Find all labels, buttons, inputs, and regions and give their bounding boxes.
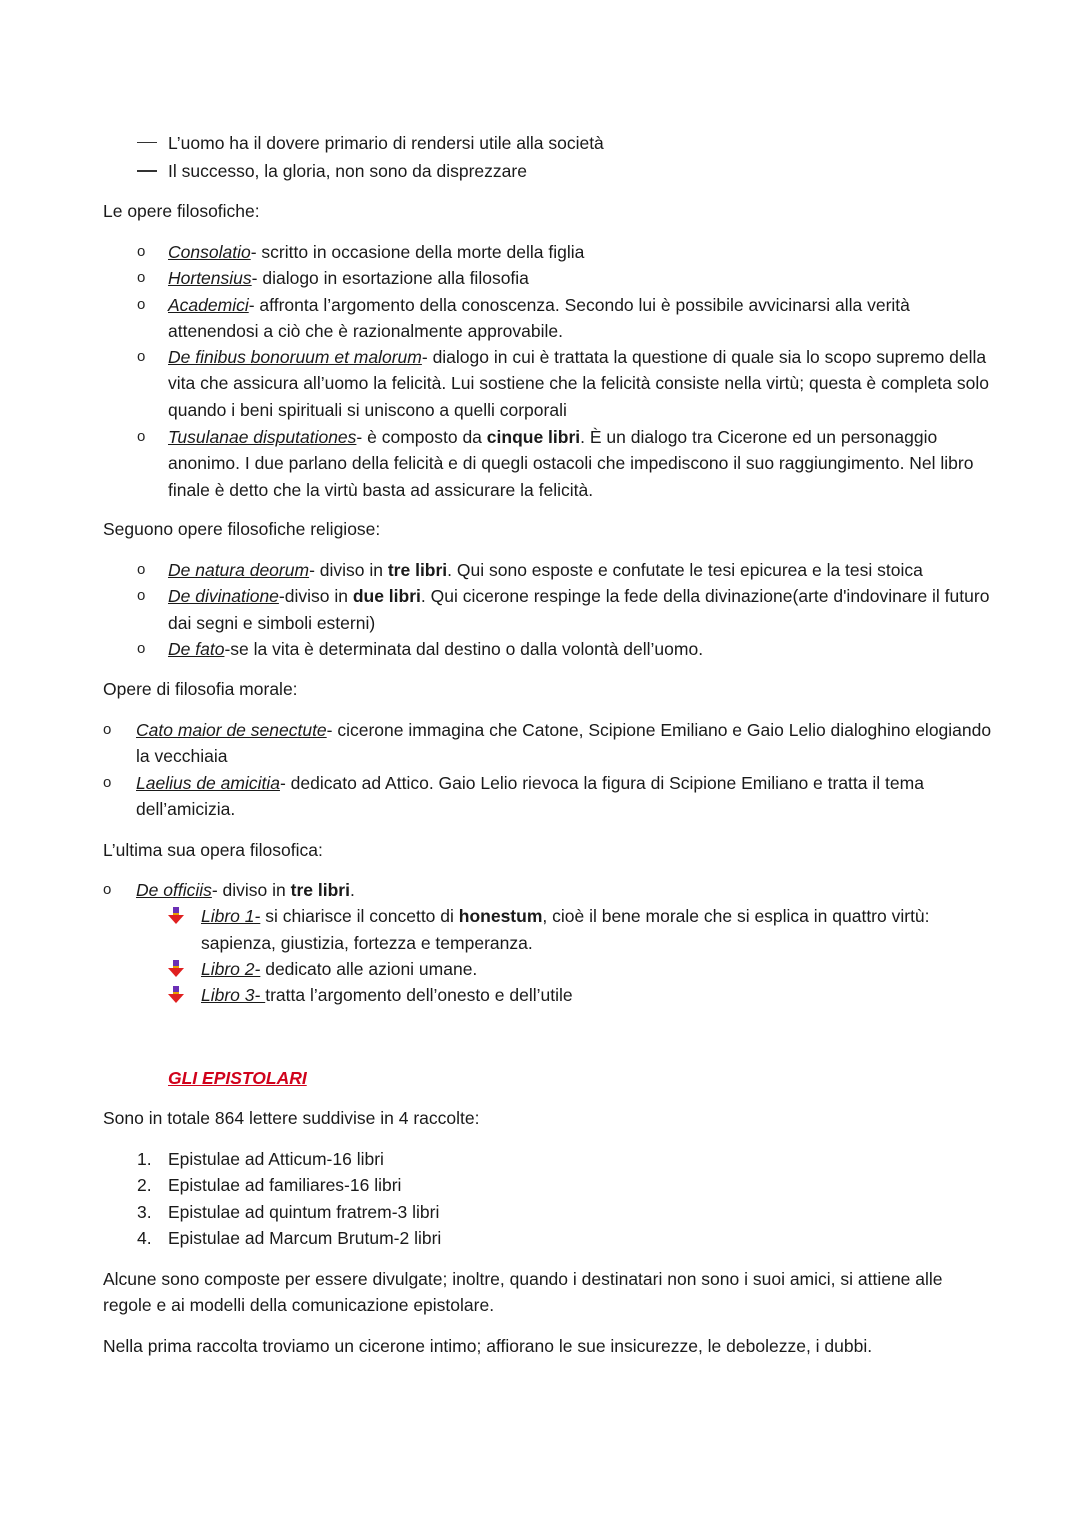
list-item xyxy=(137,292,997,345)
raccolta-text: Epistulae ad quintum fratrem-3 libri xyxy=(168,1201,440,1222)
work-title: Hortensius xyxy=(168,268,252,289)
list-item xyxy=(137,1199,937,1225)
intro-dash-list xyxy=(137,130,997,185)
work-title: Laelius de amicitia xyxy=(136,772,280,793)
list-number: 1. xyxy=(137,1149,152,1169)
work-description: - affronta l’argomento della conoscenza. Secondo lui è possibile avvicinarsi alla verità attenendosi a ciò che è razionalmente approvabile. xyxy=(168,294,910,341)
hollow-circle-icon: o xyxy=(137,243,146,260)
dash-icon xyxy=(137,170,157,171)
list-item xyxy=(137,265,997,291)
work-description: - scritto in occasione della morte della figlia xyxy=(250,242,585,262)
hollow-circle-icon: o xyxy=(137,587,146,605)
work-title: De officiis xyxy=(136,880,212,900)
raccolta-text: Epistulae ad Atticum-16 libri xyxy=(168,1149,384,1169)
emphasis: honestum xyxy=(458,906,543,927)
hollow-circle-icon: o xyxy=(137,561,146,578)
libri-list xyxy=(103,903,993,1008)
work-description: . È un dialogo tra Cicerone ed un personaggio anonimo. I due parlano della felicità e di quegli ostacoli che impediscono il suo raggiungimento. Nel libro finale è detto che la virtù basta ad assicurare la felicità. xyxy=(168,427,974,500)
dash-item xyxy=(137,130,997,156)
list-number: 2. xyxy=(137,1175,152,1196)
work-title: Academici xyxy=(168,294,249,315)
dash-icon xyxy=(137,142,157,143)
libro-item xyxy=(201,982,993,1008)
list-item xyxy=(137,424,997,503)
work-description: - diviso in xyxy=(309,560,388,580)
down-arrow-icon xyxy=(168,907,184,925)
work-description: -diviso in xyxy=(278,586,353,607)
work-title: De divinatione xyxy=(168,586,279,607)
libro-label: Libro 3- xyxy=(201,985,266,1006)
section-heading: L’ultima sua opera filosofica: xyxy=(103,840,323,860)
list-item xyxy=(137,583,997,636)
section-heading: Seguono opere filosofiche religiose: xyxy=(103,519,381,539)
work-title: De fato xyxy=(168,638,225,659)
work-title: Tusulanae disputationes xyxy=(168,427,357,448)
list-item xyxy=(137,1146,937,1172)
list-item xyxy=(137,344,997,423)
work-description: - dialogo in esortazione alla filosofia xyxy=(251,268,529,289)
libro-text: tratta l’argomento dell’onesto e dell’utile xyxy=(265,985,573,1006)
list-number: 3. xyxy=(137,1201,152,1222)
epistolari-heading: GLI EPISTOLARI xyxy=(168,1068,307,1088)
opere-morali-list xyxy=(103,717,993,822)
hollow-circle-icon: o xyxy=(103,881,112,898)
work-title: De natura deorum xyxy=(168,560,310,580)
libro-text: si chiarisce il concetto di xyxy=(260,906,459,927)
hollow-circle-icon: o xyxy=(137,428,146,446)
epistolari-intro: Sono in totale 864 lettere suddivise in 4 raccolte: xyxy=(103,1108,480,1128)
opere-religiose-list xyxy=(137,557,997,662)
list-item xyxy=(103,877,993,903)
work-title: Cato maior de senectute xyxy=(136,720,327,740)
list-number: 4. xyxy=(137,1227,152,1248)
list-item xyxy=(103,717,993,770)
work-description: - cicerone immagina che Catone, Scipione Emiliano e Gaio Lelio dialoghino elogiando la vecchiaia xyxy=(136,720,992,767)
work-description: . xyxy=(349,880,355,900)
emphasis: tre libri xyxy=(387,560,448,580)
list-item xyxy=(137,1172,937,1198)
dash-item-text: L’uomo ha il dovere primario di rendersi utile alla società xyxy=(168,133,604,153)
raccolta-text: Epistulae ad familiares-16 libri xyxy=(168,1175,402,1196)
list-item xyxy=(137,557,997,583)
raccolte-list xyxy=(137,1146,937,1251)
libro-text: , cioè il bene morale che si esplica in quattro virtù: sapienza, giustizia, fortezza e temperanza. xyxy=(201,906,930,953)
work-description: - dialogo in cui è trattata la questione di quale sia lo scopo supremo della vita che assicura all’uomo la felicità. Lui sostiene che la felicità consiste nella virtù; questa è completa solo quando i beni spirituali si uniscono a quelli corporali xyxy=(168,347,989,420)
list-item xyxy=(137,239,997,265)
section-heading: Opere di filosofia morale: xyxy=(103,679,298,699)
emphasis: due libri xyxy=(352,586,421,607)
work-description: - dedicato ad Attico. Gaio Lelio rievoca la figura di Scipione Emiliano e tratta il tema dell’amicizia. xyxy=(136,772,924,819)
down-arrow-icon xyxy=(168,960,184,978)
work-description: - è composto da xyxy=(356,427,487,448)
libro-label: Libro 1- xyxy=(201,906,261,927)
hollow-circle-icon: o xyxy=(137,269,146,287)
emphasis: tre libri xyxy=(290,880,350,900)
ultima-opera-block xyxy=(103,877,993,1008)
raccolta-text: Epistulae ad Marcum Brutum-2 libri xyxy=(168,1227,442,1248)
libro-label: Libro 2- xyxy=(201,958,261,979)
work-title: De finibus bonoruum et malorum xyxy=(168,347,422,368)
down-arrow-icon xyxy=(168,986,184,1004)
hollow-circle-icon: o xyxy=(137,348,146,366)
list-item xyxy=(137,636,997,662)
work-description: . Qui sono esposte e confutate le tesi epicurea e la tesi stoica xyxy=(447,560,923,580)
hollow-circle-icon: o xyxy=(103,773,112,791)
work-description: -se la vita è determinata dal destino o dalla volontà dell’uomo. xyxy=(224,638,704,659)
hollow-circle-icon: o xyxy=(137,295,146,313)
work-title: Consolatio xyxy=(168,242,251,262)
dash-item-text: Il successo, la gloria, non sono da disprezzare xyxy=(168,161,527,182)
libro-text: dedicato alle azioni umane. xyxy=(260,958,478,979)
section-heading: Le opere filosofiche: xyxy=(103,201,260,221)
libro-item xyxy=(201,903,993,956)
hollow-circle-icon: o xyxy=(103,721,112,738)
list-item xyxy=(103,770,993,823)
epistolari-paragraph: Nella prima raccolta troviamo un cicerone intimo; affiorano le sue insicurezze, le debolezze, i dubbi. xyxy=(103,1336,873,1356)
emphasis: cinque libri xyxy=(486,427,581,448)
hollow-circle-icon: o xyxy=(137,639,146,657)
work-description: - diviso in xyxy=(211,880,291,900)
work-description: . Qui cicerone respinge la fede della divinazione(arte d'indovinare il futuro dai segni e simboli esterni) xyxy=(168,586,990,633)
dash-item xyxy=(137,158,997,184)
libro-item xyxy=(201,956,993,982)
epistolari-paragraph: Alcune sono composte per essere divulgate; inoltre, quando i destinatari non sono i suoi amici, si attiene alle regole e ai modelli della comunicazione epistolare. xyxy=(103,1269,943,1316)
opere-filosofiche-list xyxy=(137,239,997,503)
list-item xyxy=(137,1225,937,1251)
